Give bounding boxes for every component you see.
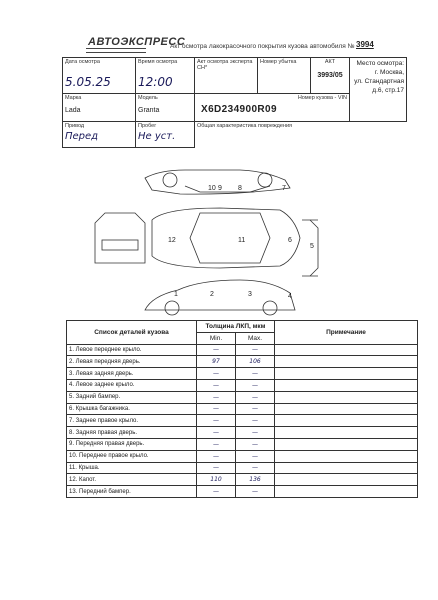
date-value: 5.05.25 [65,75,111,89]
act-cell [311,58,350,94]
note-cell [275,438,418,450]
place-street: ул. Стандартная [354,78,404,85]
max-value-cell: — [236,438,275,450]
car-roof-outline [190,213,270,263]
act-label: АКТ [324,59,336,65]
min-value-cell: 97 [197,356,236,368]
panel-label-6: 6 [288,237,292,244]
col-header-note: Примечание [275,321,418,345]
part-name-cell: 9. Передняя правая дверь. [67,438,197,450]
expert-cell [195,58,258,94]
max-value-cell: — [236,427,275,439]
table-row [67,438,418,450]
car-front-view [95,213,145,263]
part-name-cell: 7. Заднее правое крыло. [67,415,197,427]
min-value-cell: — [197,450,236,462]
panel-label-5: 5 [310,243,314,250]
note-cell [275,403,418,415]
car-body-diagram [90,168,320,318]
date-label: Дата осмотра [65,59,100,65]
wheel-icon [263,301,277,315]
note-cell [275,344,418,356]
panel-label-9: 9 [218,185,222,192]
table-row [67,450,418,462]
panel-label-12: 12 [168,237,176,244]
damage-label: Общая характеристика повреждения [197,123,293,129]
table-row [67,415,418,427]
model-cell [136,94,195,122]
note-cell [275,474,418,486]
col-header-min: Min. [197,332,236,344]
part-name-cell: 12. Капот. [67,474,197,486]
table-row [67,427,418,439]
part-name-cell: 3. Левая задняя дверь. [67,368,197,380]
loss-cell [258,58,311,94]
vin-label: Номер кузова - VIN [297,95,347,101]
part-name-cell: 13. Передний бампер. [67,486,197,498]
part-name-cell: 6. Крышка багажника. [67,403,197,415]
note-cell [275,450,418,462]
max-value-cell: — [236,391,275,403]
col-header-part: Список деталей кузова [67,321,197,345]
car-window-line [185,186,270,192]
vin-value: X6D234900R09 [201,104,277,115]
max-value-cell: — [236,403,275,415]
note-cell [275,379,418,391]
max-value-cell: — [236,379,275,391]
place-city: г. Москва, [374,69,404,76]
mileage-cell [136,122,195,148]
vin-cell [195,94,350,122]
place-label: Место осмотра: [356,60,404,67]
table-row [67,391,418,403]
brand-value: Lada [65,107,81,114]
min-value-cell: — [197,344,236,356]
max-value-cell: — [236,450,275,462]
panel-label-7: 7 [282,185,286,192]
logo-underline [86,48,146,53]
panel-label-11: 11 [238,237,246,244]
drive-label: Привод [65,123,85,129]
min-value-cell: 110 [197,474,236,486]
max-value-cell: 106 [236,356,275,368]
note-cell [275,427,418,439]
damage-cell [195,122,407,148]
min-value-cell: — [197,415,236,427]
max-value-cell: — [236,486,275,498]
col-header-max: Max. [236,332,275,344]
company-logo: АВТОЭКСПРЕСС [88,36,186,48]
wheel-icon [163,173,177,187]
part-name-cell: 10. Переднее правое крыло. [67,450,197,462]
place-cell [350,58,407,122]
document-title: Акт осмотра лакокрасочного покрытия кузова автомобиля № [170,43,355,50]
max-value-cell: 136 [236,474,275,486]
table-row [67,344,418,356]
mileage-label: Пробег [138,123,157,129]
table-row [67,368,418,380]
car-grille [102,240,138,250]
part-name-cell: 11. Крыша. [67,462,197,474]
paint-thickness-table [66,320,418,498]
note-cell [275,368,418,380]
expert-label: Акт осмотра эксперта СН* [197,59,253,71]
table-row [67,474,418,486]
min-value-cell: — [197,486,236,498]
car-left-side-outline [145,280,295,310]
document-number: 3994 [356,40,374,49]
loss-label: Номер убытка [260,59,297,65]
brand-label: Марка [65,95,82,101]
part-name-cell: 8. Задняя правая дверь. [67,427,197,439]
panel-label-3: 3 [248,291,252,298]
max-value-cell: — [236,415,275,427]
note-cell [275,486,418,498]
min-value-cell: — [197,462,236,474]
part-name-cell: 4. Левое заднее крыло. [67,379,197,391]
wheel-icon [165,301,179,315]
note-cell [275,462,418,474]
panel-label-8: 8 [238,185,242,192]
model-label: Модель [138,95,158,101]
max-value-cell: — [236,344,275,356]
part-name-cell: 5. Задний бампер. [67,391,197,403]
time-cell [136,58,195,94]
table-row [67,462,418,474]
table-row [67,486,418,498]
place-building: д.6, стр.17 [372,87,404,94]
max-value-cell: — [236,368,275,380]
panel-label-1: 1 [174,291,178,298]
parts-table-body [67,344,418,497]
min-value-cell: — [197,379,236,391]
drive-value: Перед [65,131,99,142]
min-value-cell: — [197,391,236,403]
date-cell [63,58,136,94]
model-value: Granta [138,107,160,114]
note-cell [275,391,418,403]
col-header-thickness: Толщина ЛКП, мкм [197,321,275,333]
wheel-icon [258,173,272,187]
drive-cell [63,122,136,148]
min-value-cell: — [197,403,236,415]
time-label: Время осмотра [138,59,178,65]
act-value: 3993/05 [317,72,343,79]
part-name-cell: 2. Левая передняя дверь. [67,356,197,368]
table-row [67,379,418,391]
note-cell [275,415,418,427]
panel-label-2: 2 [210,291,214,298]
panel-label-10: 10 [208,185,216,192]
max-value-cell: — [236,462,275,474]
inspection-form [62,57,407,148]
time-value: 12:00 [138,75,173,89]
part-name-cell: 1. Левое переднее крыло. [67,344,197,356]
min-value-cell: — [197,438,236,450]
table-row [67,403,418,415]
brand-cell [63,94,136,122]
panel-label-4: 4 [288,293,292,300]
min-value-cell: — [197,368,236,380]
table-row [67,356,418,368]
mileage-value: Не уст. [138,131,176,142]
note-cell [275,356,418,368]
min-value-cell: — [197,427,236,439]
